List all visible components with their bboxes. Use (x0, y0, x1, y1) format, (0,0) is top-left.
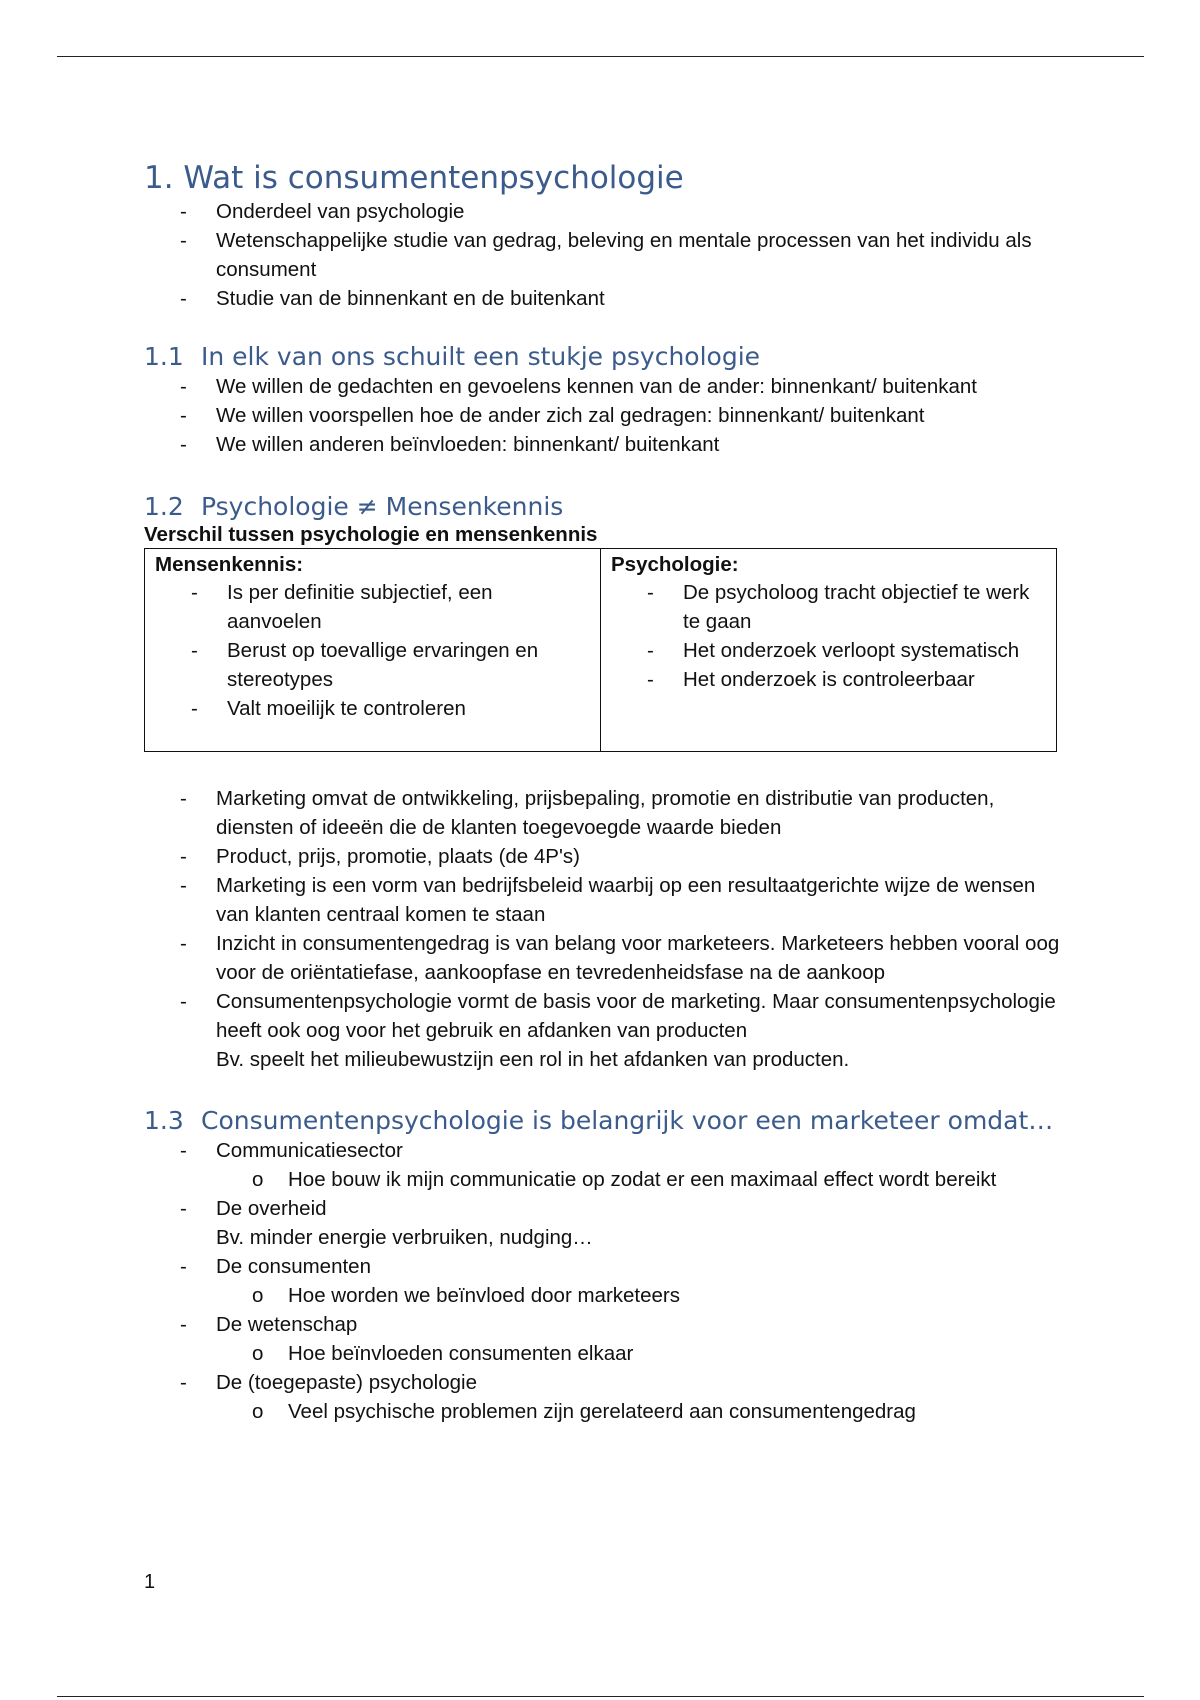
psychologie-list (611, 578, 1046, 694)
list-item (144, 1194, 1064, 1252)
list-item: - Onderdeel van psychologie (144, 197, 1064, 226)
list-item: - Marketing omvat de ontwikkeling, prijsbepaling, promotie en distributie van producten, diensten of ideeën die de klanten toegevoegde waarde bieden (144, 784, 1064, 842)
list-item: - Het onderzoek verloopt systematisch (611, 636, 1046, 665)
header-rule (57, 56, 1144, 57)
comparison-table (144, 548, 1057, 752)
section-1-1-list (144, 372, 1064, 459)
list-item-label: De consumenten (216, 1255, 371, 1278)
sub-list (144, 1281, 1064, 1310)
heading-section-1-3 (144, 1106, 1064, 1136)
list-item (144, 1310, 1064, 1368)
list-item: - Het onderzoek is controleerbaar (611, 665, 1046, 694)
section-1-3-list (144, 1136, 1064, 1426)
column-header: Mensenkennis: (155, 553, 304, 576)
list-item-note: Bv. minder energie verbruiken, nudging… (216, 1226, 593, 1249)
list-item: - Valt moeilijk te controleren (155, 694, 590, 723)
heading-section-1-1 (144, 342, 1064, 372)
list-item: - We willen anderen beïnvloeden: binnenkant/ buitenkant (144, 430, 1064, 459)
list-item-label: Communicatiesector (216, 1139, 403, 1162)
list-item: - Inzicht in consumentengedrag is van belang voor marketeers. Marketeers hebben vooral oog voor de oriëntatiefase, aankoopfase en tevredenheidsfase na de aankoop (144, 929, 1064, 987)
list-item: - Studie van de binnenkant en de buitenkant (144, 284, 1064, 313)
list-item: - Berust op toevallige ervaringen en stereotypes (155, 636, 590, 694)
sub-list-item: o Hoe bouw ik mijn communicatie op zodat er een maximaal effect wordt bereikt (216, 1165, 1064, 1194)
footer-rule (57, 1696, 1144, 1697)
sub-list-item: o Hoe beïnvloeden consumenten elkaar (216, 1339, 1064, 1368)
sub-list-item: o Hoe worden we beïnvloed door marketeers (216, 1281, 1064, 1310)
list-item-note: Bv. speelt het milieubewustzijn een rol in het afdanken van producten. (216, 1048, 850, 1071)
heading-number: 1.3 (144, 1106, 184, 1135)
marketing-list (144, 784, 1064, 1074)
table-cell-psychologie (601, 549, 1057, 752)
list-item (144, 1368, 1064, 1426)
sub-list (144, 1339, 1064, 1368)
list-item: - Marketing is een vorm van bedrijfsbeleid waarbij op een resultaatgerichte wijze de wensen van klanten centraal komen te staan (144, 871, 1064, 929)
section-1-list (144, 197, 1064, 313)
table-caption: Verschil tussen psychologie en mensenkennis (144, 523, 598, 546)
list-item (144, 987, 1064, 1074)
sub-list (144, 1165, 1064, 1194)
heading-number: 1.1 (144, 342, 184, 371)
list-item: - We willen de gedachten en gevoelens kennen van de ander: binnenkant/ buitenkant (144, 372, 1064, 401)
heading-title: In elk van ons schuilt een stukje psychologie (201, 342, 761, 371)
list-item (144, 1136, 1064, 1194)
page-number: 1 (144, 1571, 156, 1593)
list-item: - We willen voorspellen hoe de ander zich zal gedragen: binnenkant/ buitenkant (144, 401, 1064, 430)
list-item: - De psycholoog tracht objectief te werk te gaan (611, 578, 1046, 636)
heading-title: Consumentenpsychologie is belangrijk voor een marketeer omdat… (201, 1106, 1054, 1135)
page-content (144, 158, 1064, 1426)
sub-list-item: o Veel psychische problemen zijn gerelateerd aan consumentengedrag (216, 1397, 1064, 1426)
list-item-label: De overheid (216, 1197, 327, 1220)
column-header: Psychologie: (611, 553, 739, 576)
heading-number: 1.2 (144, 492, 184, 521)
list-item (144, 1252, 1064, 1310)
list-item: - Wetenschappelijke studie van gedrag, beleving en mentale processen van het individu als consument (144, 226, 1064, 284)
list-item-label: De (toegepaste) psychologie (216, 1371, 477, 1394)
list-item-label: De wetenschap (216, 1313, 358, 1336)
list-item: - Is per definitie subjectief, een aanvoelen (155, 578, 590, 636)
heading-section-1-2 (144, 492, 1064, 522)
list-item: - Product, prijs, promotie, plaats (de 4P's) (144, 842, 1064, 871)
heading-section-1: 1. Wat is consumentenpsychologie (144, 160, 684, 196)
mensenkennis-list (155, 578, 590, 723)
list-item-text: Consumentenpsychologie vormt de basis voor de marketing. Maar consumentenpsychologie heeft ook oog voor het gebruik en afdanken van producten (216, 990, 1056, 1042)
heading-title: Psychologie ≠ Mensenkennis (201, 492, 564, 521)
sub-list (144, 1397, 1064, 1426)
table-cell-mensenkennis (145, 549, 601, 752)
